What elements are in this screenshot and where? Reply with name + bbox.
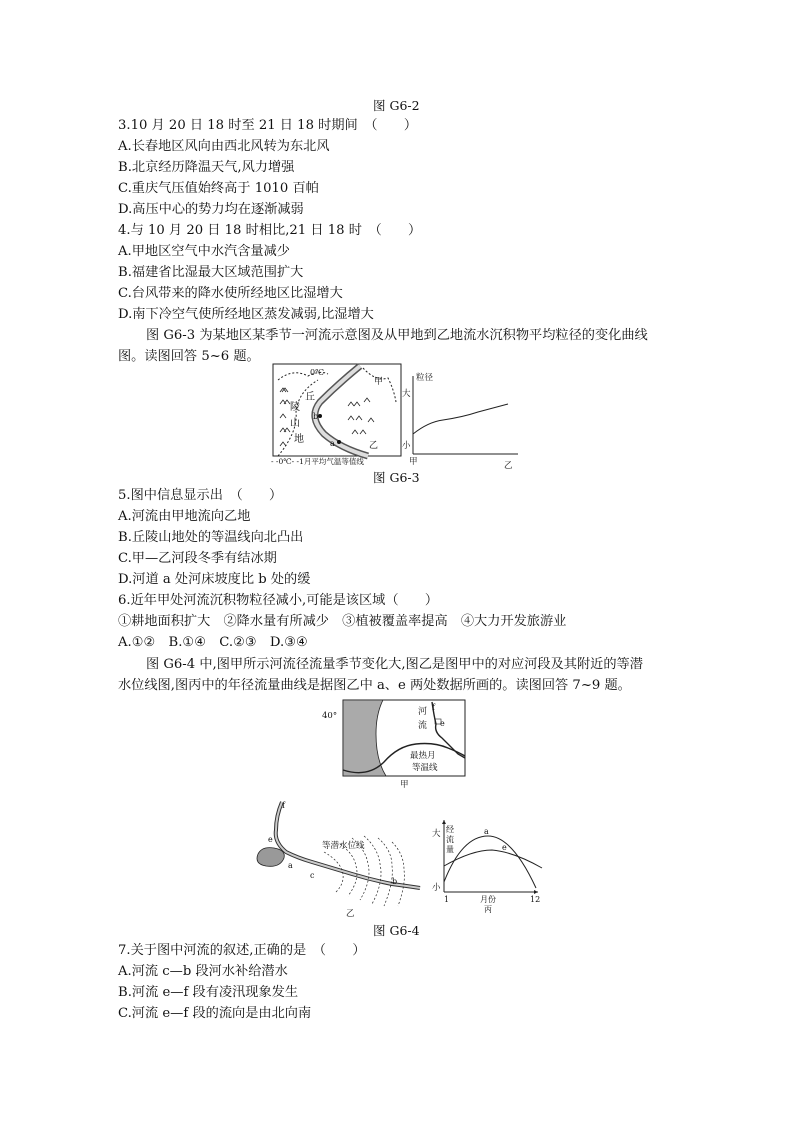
- question-7-option-a: A.河流 c—b 段河水补给潜水: [118, 964, 288, 979]
- point-f-label: f: [432, 703, 435, 712]
- question-6-choices: ①耕地面积扩大 ②降水量有所减少 ③植被覆盖率提高 ④大力开发旅游业: [118, 614, 567, 629]
- figure-caption-g6-2: 图 G6-2: [373, 98, 420, 113]
- hill-label-3: 山: [290, 418, 300, 429]
- yi-point-c: c: [310, 871, 315, 880]
- question-5-option-c: C.甲—乙河段冬季有结冰期: [118, 551, 277, 566]
- figure-yi-label: 乙: [346, 909, 355, 919]
- river-map: [271, 364, 401, 466]
- chart-y-big: 大: [402, 389, 411, 399]
- question-3-stem: 3.10 月 20 日 18 时至 21 日 18 时期间 （ ）: [118, 118, 418, 133]
- question-7-stem: 7.关于图中河流的叙述,正确的是 （ ）: [118, 943, 366, 958]
- chart-x-start: 甲: [409, 457, 418, 467]
- curve-a: [444, 836, 536, 888]
- intro-7-9-line-1: 图 G6-4 中,图甲所示河流径流量季节变化大,图乙是图甲中的对应河段及其附近的等潜: [146, 657, 643, 672]
- intro-7-9-line-2: 水位线图,图丙中的年径流量曲线是据图乙中 a、e 两处数据所画的。读图回答 7~9 题。: [118, 678, 631, 693]
- bing-x-end: 12: [530, 895, 541, 904]
- question-5-stem: 5.图中信息显示出 （ ）: [118, 488, 283, 503]
- hill-label-2: 陵: [290, 402, 300, 413]
- figure-caption-g6-3: 图 G6-3: [373, 470, 420, 485]
- groundwater-label: 等潜水位线: [322, 841, 365, 851]
- question-4-option-a: A.甲地区空气中水汽含量减少: [118, 244, 290, 259]
- river-label-2: 流: [418, 721, 428, 731]
- bing-x-label: 月份: [480, 895, 496, 904]
- point-a-label: a: [330, 439, 335, 448]
- latitude-label: 40°: [322, 711, 338, 721]
- isotherm-label-2: 等温线: [412, 763, 438, 773]
- place-label-yi: 乙: [369, 441, 379, 451]
- question-6-options: A.①② B.①④ C.②③ D.③④: [118, 635, 308, 650]
- curve-a-label: a: [484, 827, 489, 836]
- grain-size-chart: [402, 372, 518, 471]
- point-a-marker: [337, 440, 341, 444]
- figure-g6-3: [268, 362, 528, 470]
- figure-caption-g6-4: 图 G6-4: [373, 923, 420, 938]
- question-4-stem: 4.与 10 月 20 日 18 时相比,21 日 18 时 （ ）: [118, 223, 422, 238]
- point-b-marker: [318, 414, 322, 418]
- hill-label-4: 地: [294, 434, 304, 445]
- question-4-option-c: C.台风带来的降水使所经地区比湿增大: [118, 286, 343, 301]
- bing-x-start: 1: [444, 895, 450, 904]
- bing-y-label-1: 经: [446, 825, 454, 834]
- yi-point-b: b: [392, 877, 398, 886]
- question-5-option-b: B.丘陵山地处的等温线向北凸出: [118, 530, 304, 545]
- curve-e: [444, 850, 542, 868]
- intro-5-6-line-2: 图。读图回答 5~6 题。: [118, 349, 260, 364]
- figure-bing-label: 丙: [484, 905, 492, 914]
- question-3-option-c: C.重庆气压值始终高于 1010 百帕: [118, 181, 319, 196]
- yi-point-a: a: [288, 861, 293, 870]
- yi-point-e: e: [268, 835, 273, 844]
- yi-point-f: f: [282, 801, 285, 810]
- question-3-option-b: B.北京经历降温天气,风力增强: [118, 160, 295, 175]
- figure-jia-label: 甲: [400, 780, 409, 790]
- chart-y-label: 粒径: [416, 373, 434, 383]
- isotherm-legend: - -0℃- -1月平均气温等值线: [271, 457, 364, 466]
- isotherm-label-1: 最热月: [410, 751, 436, 761]
- question-3-option-d: D.高压中心的势力均在逐渐减弱: [118, 202, 304, 217]
- question-4-option-b: B.福建省比湿最大区域范围扩大: [118, 265, 304, 280]
- grain-size-curve: [413, 404, 508, 434]
- question-5-option-d: D.河道 a 处河床坡度比 b 处的缓: [118, 572, 311, 587]
- question-4-option-d: D.南下冷空气使所经地区蒸发减弱,比湿增大: [118, 307, 374, 322]
- point-e-label: e: [440, 719, 445, 728]
- lake: [257, 848, 284, 867]
- bing-y-label-2: 流: [446, 835, 454, 844]
- question-3-option-a: A.长春地区风向由西北风转为东北风: [118, 139, 330, 154]
- hill-label-1: 丘: [305, 392, 315, 403]
- figure-g6-4-yi: [252, 796, 432, 920]
- bing-y-small: 小: [432, 883, 441, 893]
- point-b-label: b: [313, 412, 319, 421]
- figure-g6-4-bing: [432, 806, 552, 920]
- question-6-stem: 6.近年甲处河流沉积物粒径减小,可能是该区域（ ）: [118, 593, 439, 608]
- question-7-option-c: C.河流 e—f 段的流向是由北向南: [118, 1006, 312, 1021]
- question-7-option-b: B.河流 e—f 段有凌汛现象发生: [118, 985, 299, 1000]
- intro-5-6-line-1: 图 G6-3 为某地区某季节一河流示意图及从甲地到乙地流水沉积物平均粒径的变化曲线: [146, 328, 648, 343]
- curve-e-label: e: [502, 843, 507, 852]
- place-label-jia: 甲: [374, 377, 384, 387]
- isotherm-label-top: 0℃: [310, 368, 325, 377]
- question-5-option-a: A.河流由甲地流向乙地: [118, 509, 251, 524]
- figure-g6-4-jia: [318, 698, 478, 790]
- chart-y-small: 小: [402, 441, 411, 451]
- river-label-1: 河: [418, 707, 428, 717]
- bing-y-big: 大: [432, 829, 441, 839]
- chart-x-end: 乙: [504, 461, 513, 471]
- bing-y-label-3: 量: [446, 845, 454, 854]
